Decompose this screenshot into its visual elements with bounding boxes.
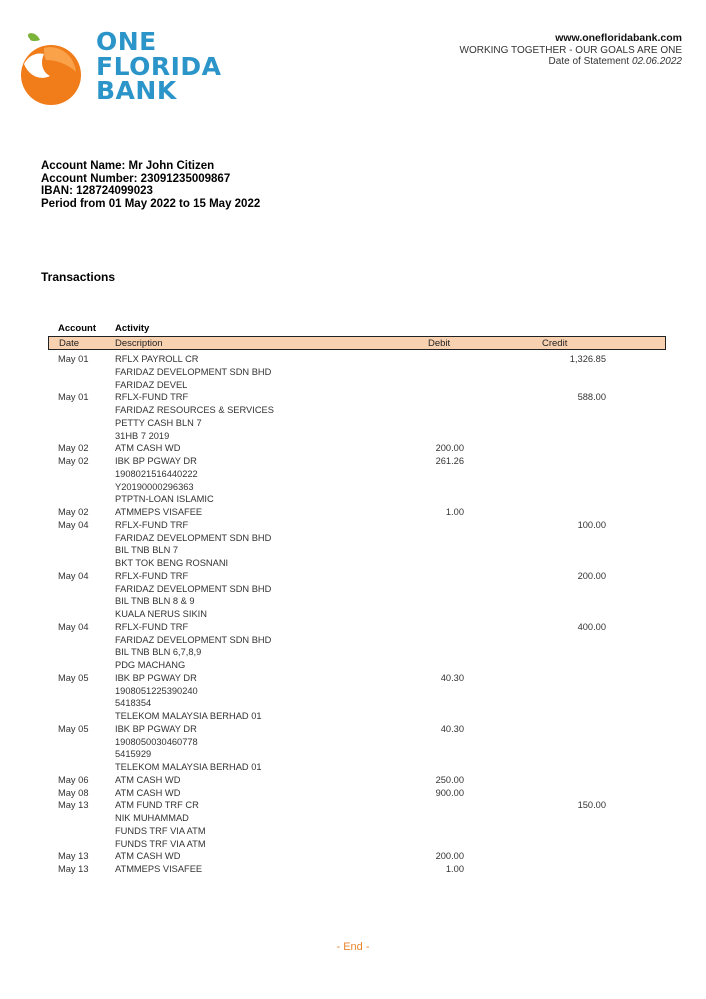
transaction-debit: 40.30 [440,672,464,683]
bank-logo [18,27,222,110]
statement-date-value: 02.06.2022 [631,56,682,67]
transaction-description: 1908021516440222 [115,468,198,479]
transaction-debit: 200.00 [435,443,464,454]
table-row [0,570,706,583]
transaction-credit: 150.00 [577,800,606,811]
transaction-description: Y20190000296363 [115,481,194,492]
table-row-continuation [0,430,706,443]
transaction-date: May 08 [58,787,89,798]
table-row [0,723,706,736]
transaction-description: FARIDAZ DEVEL [115,379,188,390]
transaction-debit: 40.30 [440,723,464,734]
bank-name [96,27,222,105]
transaction-description: IBK BP PGWAY DR [115,456,197,466]
table-row-continuation [0,748,706,761]
account-period: Period from 01 May 2022 to 15 May 2022 [41,197,261,210]
statement-header [460,33,682,68]
table-row [0,442,706,455]
table-row-continuation [0,481,706,494]
table-row [0,863,706,876]
transaction-credit: 1,326.85 [569,354,606,364]
transaction-debit: 900.00 [435,787,464,798]
transaction-credit: 100.00 [577,519,606,530]
transaction-date: May 01 [58,354,89,364]
transaction-date: May 02 [58,456,89,466]
bank-name-line-1: ONE [96,27,157,56]
statement-date-label: Date of Statement [548,56,630,67]
table-row [0,391,706,404]
transaction-description: ATMMEPS VISAFEE [115,864,203,874]
transaction-debit: 261.26 [435,456,464,466]
table-row-continuation [0,646,706,659]
table-row-continuation [0,366,706,379]
account-iban: IBAN: 128724099023 [41,185,153,197]
account-number: Account Number: 23091235009867 [41,172,231,185]
column-header-credit: Credit [542,338,568,349]
transaction-description: ATM CASH WD [115,774,181,785]
table-row-continuation [0,468,706,481]
transaction-date: May 05 [58,672,89,683]
table-row-continuation [0,838,706,851]
bank-website: www.onefloridabank.com [555,32,682,44]
table-row-continuation [0,544,706,557]
table-row-continuation [0,659,706,672]
table-row-continuation [0,634,706,647]
column-header-date: Date [59,338,80,349]
column-header-debit: Debit [428,338,451,349]
transaction-debit: 1.00 [445,507,464,517]
transaction-date: May 13 [58,864,89,874]
transaction-date: May 02 [58,507,89,517]
table-row-continuation [0,825,706,838]
table-row-continuation [0,608,706,621]
transaction-description: 1908050030460778 [115,736,198,747]
table-header [48,336,666,350]
table-row [0,787,706,800]
transaction-description: RFLX-FUND TRF [115,570,189,581]
transaction-date: May 05 [58,723,89,734]
transaction-description: NIK MUHAMMAD [115,813,189,823]
statement-date [460,56,682,68]
transaction-date: May 04 [58,621,89,632]
transaction-description: ATMMEPS VISAFEE [115,507,203,517]
table-row [0,799,706,812]
transaction-description: RFLX-FUND TRF [115,392,189,403]
table-row [0,774,706,787]
transaction-date: May 13 [58,851,89,862]
bank-name-line-2: FLORIDA [96,51,222,81]
table-row [0,455,706,468]
column-group-activity: Activity [115,323,150,334]
transaction-description: PDG MACHANG [115,660,186,670]
table-row-continuation [0,583,706,596]
transactions-title: Transactions [41,270,116,284]
transaction-description: FARIDAZ DEVELOPMENT SDN BHD [115,634,272,645]
table-row-continuation [0,595,706,608]
transaction-description: TELEKOM MALAYSIA BERHAD 01 [115,762,262,772]
transaction-description: PTPTN-LOAN ISLAMIC [115,494,214,505]
table-row-continuation [0,761,706,774]
transaction-description: FUNDS TRF VIA ATM [115,825,206,836]
column-group-account: Account [58,323,96,334]
transaction-description: ATM CASH WD [115,787,181,798]
transaction-description: PETTY CASH BLN 7 [115,417,202,428]
table-row-continuation [0,493,706,506]
table-row [0,621,706,634]
transaction-description: RFLX-FUND TRF [115,621,189,632]
table-row-continuation [0,404,706,417]
table-row-continuation [0,710,706,723]
transaction-description: 1908051225390240 [115,685,198,696]
table-row-continuation [0,697,706,710]
account-name: Account Name: Mr John Citizen [41,160,215,172]
transaction-description: 5418354 [115,698,152,709]
transaction-debit: 1.00 [445,864,464,874]
transaction-date: May 04 [58,519,89,530]
transaction-date: May 06 [58,774,89,785]
transaction-debit: 200.00 [435,851,464,862]
transaction-description: FARIDAZ DEVELOPMENT SDN BHD [115,583,272,594]
table-row-continuation [0,417,706,430]
transaction-date: May 01 [58,392,89,403]
table-row [0,353,706,366]
table-row-continuation [0,736,706,749]
table-row-continuation [0,379,706,392]
transaction-description: ATM CASH WD [115,851,181,862]
transaction-description: FUNDS TRF VIA ATM [115,838,206,849]
account-info [41,160,260,210]
transaction-date: May 04 [58,570,89,581]
transaction-date: May 02 [58,443,89,454]
transaction-description: BKT TOK BENG ROSNANI [115,558,229,568]
transaction-description: ATM FUND TRF CR [115,800,199,811]
transaction-credit: 200.00 [577,570,606,581]
transaction-description: TELEKOM MALAYSIA BERHAD 01 [115,711,262,721]
transaction-description: BIL TNB BLN 7 [115,545,179,556]
transaction-description: 5415929 [115,749,152,760]
transaction-description: IBK BP PGWAY DR [115,672,197,683]
table-row-continuation [0,557,706,570]
bank-tagline: WORKING TOGETHER - OUR GOALS ARE ONE [459,44,682,56]
table-row-continuation [0,685,706,698]
transaction-credit: 400.00 [577,621,606,632]
transaction-description: RFLX PAYROLL CR [115,354,199,364]
column-header-description: Description [115,338,163,349]
table-row [0,850,706,863]
transaction-description: BIL TNB BLN 8 & 9 [115,596,195,607]
orange-logo-icon [18,28,84,110]
transaction-description: ATM CASH WD [115,443,181,454]
transaction-description: KUALA NERUS SIKIN [115,609,207,619]
bank-name-line-3: BANK [96,76,177,105]
transaction-description: FARIDAZ DEVELOPMENT SDN BHD [115,532,272,543]
transaction-credit: 588.00 [577,392,606,403]
transactions-table [0,353,706,876]
transaction-description: IBK BP PGWAY DR [115,723,197,734]
table-row-continuation [0,532,706,545]
end-marker: - End - [336,941,370,953]
transaction-description: FARIDAZ DEVELOPMENT SDN BHD [115,366,272,377]
transaction-date: May 13 [58,800,89,811]
transaction-description: FARIDAZ RESOURCES & SERVICES [115,405,274,415]
transaction-description: 31HB 7 2019 [115,430,170,441]
transaction-debit: 250.00 [435,774,464,785]
table-row [0,672,706,685]
table-row-continuation [0,812,706,825]
transaction-description: BIL TNB BLN 6,7,8,9 [115,647,202,658]
table-row [0,506,706,519]
table-row [0,519,706,532]
transaction-description: RFLX-FUND TRF [115,519,189,530]
